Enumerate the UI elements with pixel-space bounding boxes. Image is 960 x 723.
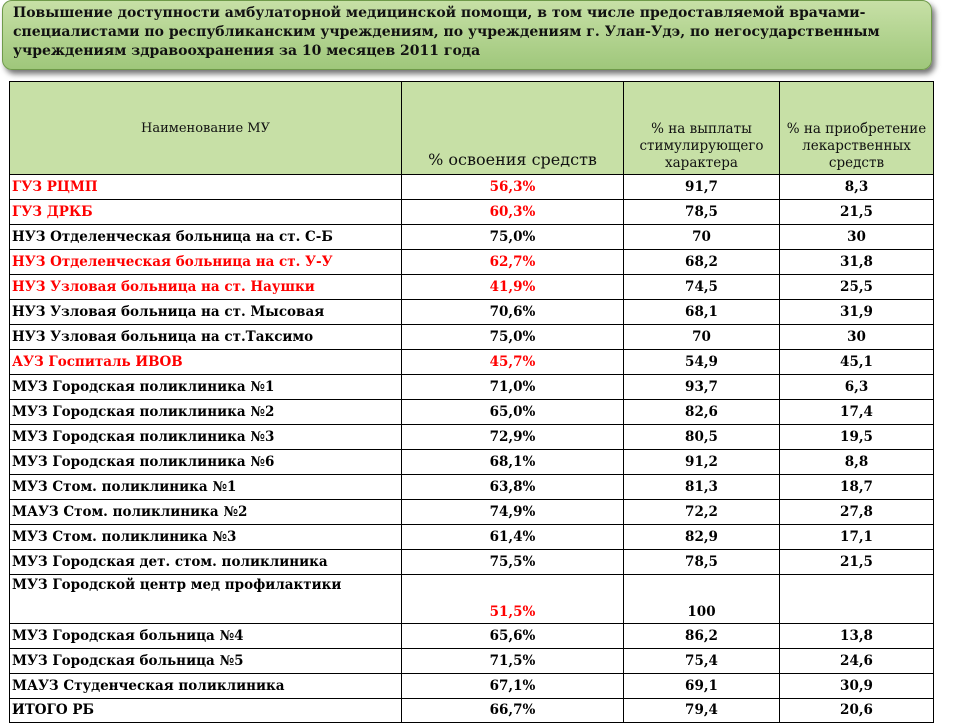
cell-medicines-percent: 17,4 [780, 400, 934, 425]
cell-mastery-percent: 56,3% [402, 175, 624, 200]
cell-medicines-percent: 30,9 [780, 674, 934, 699]
cell-institution-name: МАУЗ Студенческая поликлиника [10, 674, 402, 699]
cell-institution-name: НУЗ Отделенческая больница на ст. С-Б [10, 225, 402, 250]
table-row [10, 649, 934, 674]
table-row [10, 500, 934, 525]
table-row [10, 300, 934, 325]
cell-mastery-percent: 63,8% [402, 475, 624, 500]
cell-institution-name: НУЗ Узловая больница на ст. Наушки [10, 275, 402, 300]
cell-medicines-percent: 8,8 [780, 450, 934, 475]
table-row [10, 225, 934, 250]
cell-incentive-percent: 74,5 [624, 275, 780, 300]
table-row [10, 450, 934, 475]
cell-mastery-percent: 41,9% [402, 275, 624, 300]
cell-medicines-percent: 17,1 [780, 525, 934, 550]
table-body [10, 175, 934, 723]
cell-medicines-percent: 31,9 [780, 300, 934, 325]
cell-institution-name: МУЗ Городская поликлиника №6 [10, 450, 402, 475]
slide-title: Повышение доступности амбулаторной медицинской помощи, в том числе предоставляемой врачами- специалистами по республиканским учреждениям, по учреждениям г. Улан-Удэ, по негосударственным учреждениям здравоохранения за 10 месяцев 2011 года [2, 0, 932, 70]
cell-incentive-percent: 70 [624, 325, 780, 350]
cell-medicines-percent: 8,3 [780, 175, 934, 200]
cell-mastery-percent: 65,0% [402, 400, 624, 425]
cell-incentive-percent: 82,9 [624, 525, 780, 550]
cell-medicines-percent: 21,5 [780, 200, 934, 225]
cell-medicines-percent: 21,5 [780, 550, 934, 575]
table-header-row [10, 82, 934, 175]
cell-mastery-percent: 60,3% [402, 200, 624, 225]
cell-medicines-percent: 27,8 [780, 500, 934, 525]
cell-mastery-percent: 71,5% [402, 649, 624, 674]
cell-incentive-percent: 70 [624, 225, 780, 250]
column-header-mastery: % освоения средств [402, 82, 624, 175]
cell-institution-name: МУЗ Городская дет. стом. поликлиника [10, 550, 402, 575]
cell-mastery-percent: 75,0% [402, 325, 624, 350]
cell-mastery-percent: 71,0% [402, 375, 624, 400]
cell-institution-name: МУЗ Стом. поликлиника №3 [10, 525, 402, 550]
cell-institution-name: МУЗ Стом. поликлиника №1 [10, 475, 402, 500]
column-header-name: Наименование МУ [10, 82, 402, 175]
column-header-incentive: % на выплаты стимулирующего характера [624, 82, 780, 175]
cell-mastery-percent: 61,4% [402, 525, 624, 550]
table-row [10, 699, 934, 723]
cell-incentive-percent: 86,2 [624, 624, 780, 649]
cell-mastery-percent: 67,1% [402, 674, 624, 699]
cell-institution-name: МУЗ Городская больница №5 [10, 649, 402, 674]
cell-incentive-percent: 68,2 [624, 250, 780, 275]
cell-mastery-percent: 66,7% [402, 699, 624, 723]
cell-incentive-percent: 91,7 [624, 175, 780, 200]
cell-institution-name: МУЗ Городской центр мед профилактики [10, 575, 402, 624]
cell-incentive-percent: 80,5 [624, 425, 780, 450]
cell-medicines-percent: 25,5 [780, 275, 934, 300]
cell-medicines-percent: 19,5 [780, 425, 934, 450]
cell-incentive-percent: 93,7 [624, 375, 780, 400]
table-row [10, 475, 934, 500]
cell-incentive-percent: 100 [624, 575, 780, 624]
cell-medicines-percent: 24,6 [780, 649, 934, 674]
table-row [10, 350, 934, 375]
cell-mastery-percent: 65,6% [402, 624, 624, 649]
cell-institution-name: НУЗ Узловая больница на ст. Мысовая [10, 300, 402, 325]
cell-mastery-percent: 62,7% [402, 250, 624, 275]
cell-institution-name: ИТОГО РБ [10, 699, 402, 723]
table-row [10, 425, 934, 450]
cell-incentive-percent: 81,3 [624, 475, 780, 500]
cell-incentive-percent: 78,5 [624, 550, 780, 575]
cell-institution-name: МУЗ Городская поликлиника №1 [10, 375, 402, 400]
cell-mastery-percent: 74,9% [402, 500, 624, 525]
data-table [9, 81, 934, 723]
cell-medicines-percent: 31,8 [780, 250, 934, 275]
cell-mastery-percent: 70,6% [402, 300, 624, 325]
cell-institution-name: АУЗ Госпиталь ИВОВ [10, 350, 402, 375]
table-row [10, 200, 934, 225]
cell-incentive-percent: 78,5 [624, 200, 780, 225]
cell-mastery-percent: 45,7% [402, 350, 624, 375]
table-row [10, 525, 934, 550]
table-row [10, 275, 934, 300]
cell-mastery-percent: 68,1% [402, 450, 624, 475]
table-row [10, 624, 934, 649]
cell-medicines-percent [780, 575, 934, 624]
cell-medicines-percent: 30 [780, 325, 934, 350]
table-row [10, 575, 934, 624]
cell-institution-name: ГУЗ ДРКБ [10, 200, 402, 225]
table-row [10, 325, 934, 350]
cell-medicines-percent: 18,7 [780, 475, 934, 500]
cell-institution-name: НУЗ Узловая больница на ст.Таксимо [10, 325, 402, 350]
cell-institution-name: ГУЗ РЦМП [10, 175, 402, 200]
cell-mastery-percent: 75,5% [402, 550, 624, 575]
cell-institution-name: МУЗ Городская больница №4 [10, 624, 402, 649]
table-row [10, 674, 934, 699]
cell-mastery-percent: 51,5% [402, 575, 624, 624]
cell-incentive-percent: 91,2 [624, 450, 780, 475]
cell-institution-name: МАУЗ Стом. поликлиника №2 [10, 500, 402, 525]
cell-incentive-percent: 75,4 [624, 649, 780, 674]
cell-mastery-percent: 72,9% [402, 425, 624, 450]
cell-medicines-percent: 45,1 [780, 350, 934, 375]
cell-institution-name: МУЗ Городская поликлиника №3 [10, 425, 402, 450]
cell-incentive-percent: 72,2 [624, 500, 780, 525]
cell-institution-name: НУЗ Отделенческая больница на ст. У-У [10, 250, 402, 275]
table-row [10, 250, 934, 275]
cell-incentive-percent: 54,9 [624, 350, 780, 375]
cell-incentive-percent: 82,6 [624, 400, 780, 425]
cell-incentive-percent: 69,1 [624, 674, 780, 699]
column-header-medicines: % на приобретение лекарственных средств [780, 82, 934, 175]
table-row [10, 400, 934, 425]
table-row [10, 375, 934, 400]
cell-institution-name: МУЗ Городская поликлиника №2 [10, 400, 402, 425]
cell-medicines-percent: 13,8 [780, 624, 934, 649]
cell-medicines-percent: 6,3 [780, 375, 934, 400]
table-row [10, 175, 934, 200]
cell-incentive-percent: 79,4 [624, 699, 780, 723]
cell-incentive-percent: 68,1 [624, 300, 780, 325]
cell-medicines-percent: 30 [780, 225, 934, 250]
cell-medicines-percent: 20,6 [780, 699, 934, 723]
cell-mastery-percent: 75,0% [402, 225, 624, 250]
table-row [10, 550, 934, 575]
